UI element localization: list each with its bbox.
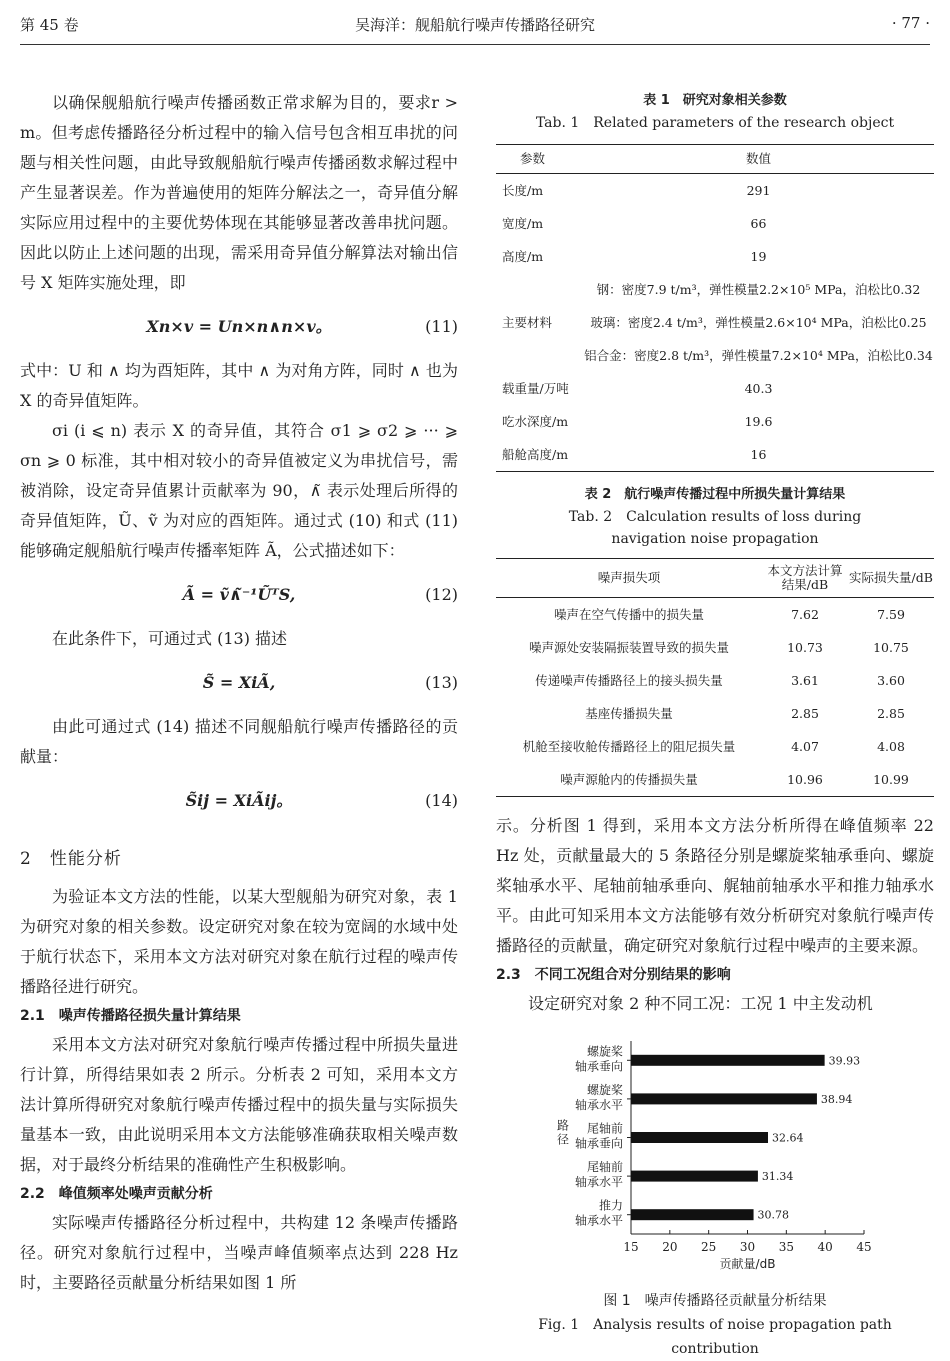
equation-number: (11) <box>425 317 458 336</box>
paragraph: 示。分析图 1 得到，采用本文方法分析所得在峰值频率 22 Hz 处，贡献量最大的 5 条路径分别是螺旋桨轴承垂向、螺旋桨轴承水平、尾轴前轴承垂向、艉轴前轴承水平和推力轴承水平。由此可知采用本文方法能够有效分析研究对象航行噪声传播路径的贡献量，确定研究对象航行过程中噪声的主要来源。 <box>496 816 934 955</box>
x-axis-label: 贡献量/dB <box>719 1257 776 1271</box>
running-header <box>20 10 930 45</box>
paragraph: 由此可通过式 (14) 描述不同舰船航行噪声传播路径的贡献量： <box>20 717 458 766</box>
equation-text: S̃ = XiÃ, <box>202 673 276 692</box>
value-cell: 291 <box>746 182 771 198</box>
table-header: 数值 <box>583 145 934 174</box>
calc-cell: 10.96 <box>787 771 823 787</box>
loss-item-cell: 噪声源处安装隔振装置导致的损失量 <box>528 639 729 655</box>
bar-value-label: 38.94 <box>820 1092 853 1106</box>
param-cell <box>496 273 583 306</box>
equation-number: (12) <box>425 585 458 604</box>
y-axis-label: 路径 <box>556 1118 570 1147</box>
value-cell: 19 <box>750 248 767 264</box>
material-cell: 钢：密度7.9 t/m³，弹性模量2.2×10⁵ MPa，泊松比0.32 <box>596 281 921 297</box>
equation-text: Xn×v = Un×n∧n×v。 <box>146 317 332 336</box>
param-cell: 载重量/万吨 <box>502 380 569 396</box>
param-cell: 高度/m <box>502 248 544 264</box>
category-label: 螺旋桨轴承垂向 <box>574 1044 623 1074</box>
table-header: 噪声损失项 <box>496 559 762 598</box>
equation-number: (14) <box>425 791 458 810</box>
material-row <box>496 306 934 339</box>
bar <box>631 1171 758 1182</box>
paragraph: 实际噪声传播路径分析过程中，共构建 12 条噪声传播路径。研究对象航行过程中，当噪声峰值频率点达到 228 Hz 时，主要路径贡献量分析结果如图 1 所 <box>20 1213 458 1292</box>
paragraph: 式中：U 和 ∧ 均为酉矩阵，其中 ∧ 为对角方阵，同时 ∧ 也为 X 的奇异值矩阵。 <box>20 361 458 410</box>
calc-cell: 2.85 <box>791 705 819 721</box>
paragraph: 为验证本文方法的性能，以某大型舰船为研究对象，表 1 为研究对象的相关参数。设定研究对象在较为宽阔的水域中处于航行状态下，采用本文方法对研究对象在航行过程的噪声传播路径进行研究。 <box>20 887 458 996</box>
loss-item-cell: 传递噪声传播路径上的接头损失量 <box>535 672 723 688</box>
table-header: 参数 <box>496 145 583 174</box>
bar-chart <box>496 1029 934 1289</box>
paragraph: 设定研究对象 2 种不同工况：工况 1 中主发动机 <box>528 994 873 1013</box>
table-row <box>496 174 934 208</box>
table2-caption-cn: 表 2 航行噪声传播过程中所损失量计算结果 <box>584 487 846 502</box>
bar <box>631 1055 825 1066</box>
table-row <box>496 372 934 405</box>
figure-caption-en: Fig. 1 Analysis results of noise propagation path contribution <box>538 1317 892 1357</box>
value-cell: 19.6 <box>744 413 773 429</box>
material-cell: 铝合金：密度2.8 t/m³，弹性模量7.2×10⁴ MPa，泊松比0.34 <box>584 347 933 363</box>
bar <box>631 1132 768 1143</box>
figure-caption-cn: 图 1 噪声传播路径贡献量分析结果 <box>603 1293 827 1309</box>
param-cell: 船舱高度/m <box>502 446 569 462</box>
value-cell: 40.3 <box>744 380 773 396</box>
paragraph: 在此条件下，可通过式 (13) 描述 <box>52 629 288 648</box>
equation-text: Ã = ṽ∧̃⁻¹ŨᵀS, <box>182 585 296 604</box>
subsection-heading: 2.3 不同工况组合对分别结果的影响 <box>496 967 731 983</box>
table-row <box>496 438 934 472</box>
equation-13 <box>20 654 458 712</box>
right-column <box>496 90 934 1361</box>
value-cell: 16 <box>750 446 767 462</box>
actual-cell: 4.08 <box>877 738 905 754</box>
table-row <box>496 631 934 664</box>
equation-12 <box>20 566 458 624</box>
table1-caption-cn: 表 1 研究对象相关参数 <box>643 93 787 108</box>
table-row <box>496 405 934 438</box>
equation-text: S̃ij = XiÃij。 <box>185 791 293 810</box>
loss-item-cell: 基座传播损失量 <box>585 705 673 721</box>
param-cell: 主要材料 <box>502 314 553 330</box>
equation-11 <box>20 298 458 356</box>
x-tick-label: 45 <box>856 1240 872 1254</box>
actual-cell: 10.75 <box>873 639 909 655</box>
material-row <box>496 273 934 306</box>
chart-svg <box>496 1029 934 1289</box>
actual-cell: 10.99 <box>873 771 909 787</box>
page-number: · 77 · <box>891 14 930 32</box>
calc-cell: 10.73 <box>787 639 823 655</box>
x-tick-label: 15 <box>623 1240 639 1254</box>
x-tick-label: 20 <box>662 1240 678 1254</box>
table-header: 本文方法计算结果/dB <box>762 559 848 598</box>
table-row <box>496 763 934 797</box>
param-cell: 长度/m <box>502 182 544 198</box>
category-label: 尾轴前轴承水平 <box>574 1160 623 1190</box>
table-row <box>496 207 934 240</box>
x-tick-label: 35 <box>778 1240 794 1254</box>
section-heading: 2 性能分析 <box>20 849 122 869</box>
equation-14 <box>20 772 458 830</box>
param-cell <box>496 339 583 372</box>
table-2 <box>496 558 934 797</box>
loss-item-cell: 机舱至接收舱传播路径上的阻尼损失量 <box>522 738 736 754</box>
bar-value-label: 30.78 <box>757 1208 790 1222</box>
table-row <box>496 730 934 763</box>
table-row <box>496 664 934 697</box>
value-cell: 66 <box>750 215 767 231</box>
material-row <box>496 339 934 372</box>
material-cell: 玻璃：密度2.4 t/m³，弹性模量2.6×10⁴ MPa，泊松比0.25 <box>590 314 927 330</box>
category-label: 推力轴承水平 <box>574 1198 623 1228</box>
table-row <box>496 697 934 730</box>
subsection-heading: 2.2 峰值频率处噪声贡献分析 <box>20 1186 213 1202</box>
actual-cell: 2.85 <box>877 705 905 721</box>
table1-caption-en: Tab. 1 Related parameters of the research object <box>535 115 895 131</box>
actual-cell: 7.59 <box>877 606 905 622</box>
x-tick-label: 30 <box>739 1240 756 1254</box>
table-1 <box>496 144 934 472</box>
volume-label: 第 45 卷 <box>20 16 79 34</box>
param-cell: 吃水深度/m <box>502 413 569 429</box>
table-row <box>496 598 934 632</box>
calc-cell: 3.61 <box>791 672 819 688</box>
param-cell: 宽度/m <box>502 215 544 231</box>
category-label: 螺旋桨轴承水平 <box>574 1082 623 1112</box>
x-tick-label: 40 <box>817 1240 833 1254</box>
paragraph: 以确保舰船航行噪声传播函数正常求解为目的，要求r > m。但考虑传播路径分析过程中的输入信号包含相互串扰的问题与相关性问题，由此导致舰船航行噪声传播函数求解过程中产生显著误差。作为普遍使用的矩阵分解法之一，奇异值分解实际应用过程中的主要优势体现在其能够显著改善串扰问题。因此以防止上述问题的出现，需采用奇异值分解算法对输出信号 X 矩阵实施处理，即 <box>20 93 458 292</box>
article-title: 吴海洋：舰船航行噪声传播路径研究 <box>354 16 595 34</box>
left-column <box>20 88 458 1298</box>
loss-item-cell: 噪声在空气传播中的损失量 <box>553 606 704 622</box>
paragraph: 采用本文方法对研究对象航行噪声传播过程中所损失量进行计算，所得结果如表 2 所示。分析表 2 可知，采用本文方法计算所得研究对象航行噪声传播过程中的损失量与实际损失量基本一致，由此说明采用本文方法能够准确获取相关噪声数据，对于最终分析结果的准确性产生积极影响。 <box>20 1035 458 1174</box>
bar <box>631 1093 817 1104</box>
loss-item-cell: 噪声源舱内的传播损失量 <box>560 771 698 787</box>
actual-cell: 3.60 <box>877 672 905 688</box>
category-label: 尾轴前轴承垂向 <box>574 1121 623 1151</box>
paragraph: σi (i ⩽ n) 表示 X 的奇异值，其符合 σ1 ⩾ σ2 ⩾ ··· ⩾ σn ⩾ 0 标准，其中相对较小的奇异值被定义为串扰信号，需被消除，设定奇异值累计贡献率为 90，∧̃ 表示处理后所得的奇异值矩阵，Ũ、ṽ 为对应的酉矩阵。通过式 (10) 和式 (11) 能够确定舰船航行噪声传播率矩阵 Ã，公式描述如下： <box>20 421 458 560</box>
subsection-heading: 2.1 噪声传播路径损失量计算结果 <box>20 1008 241 1024</box>
bar-value-label: 31.34 <box>761 1170 794 1184</box>
bar <box>631 1209 754 1220</box>
table-header: 实际损失量/dB <box>848 559 934 598</box>
calc-cell: 7.62 <box>791 606 819 622</box>
bar-value-label: 39.93 <box>828 1054 861 1068</box>
bar-value-label: 32.64 <box>772 1131 804 1145</box>
equation-number: (13) <box>425 673 458 692</box>
table-row <box>496 240 934 273</box>
x-tick-label: 25 <box>701 1240 717 1254</box>
calc-cell: 4.07 <box>791 738 819 754</box>
table2-caption-en: Tab. 2 Calculation results of loss during navigation noise propagation <box>568 509 862 547</box>
